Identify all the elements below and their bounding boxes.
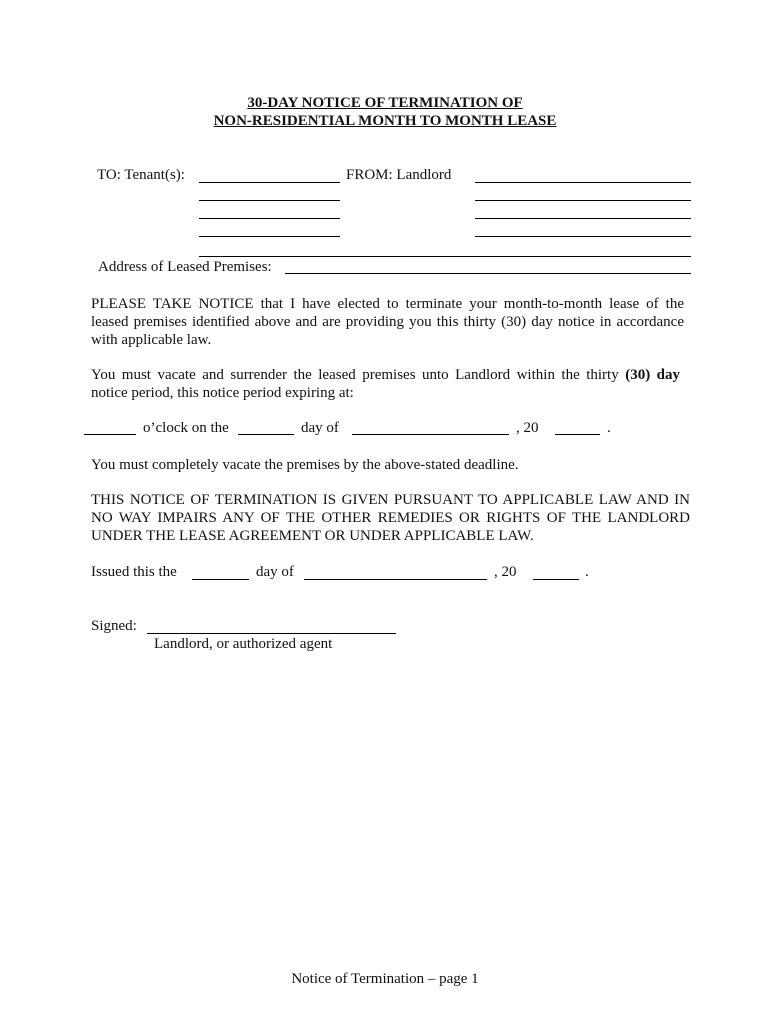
thirty-day-bold: (30) day	[625, 367, 681, 383]
signature-caption: Landlord, or authorized agent	[154, 636, 333, 652]
notice-line-3: with applicable law.	[91, 332, 212, 348]
issued-month-blank[interactable]	[304, 579, 487, 580]
vacate-deadline-text: You must completely vacate the premises by the above-stated deadline.	[91, 457, 519, 473]
landlord-name-line-3[interactable]	[475, 218, 691, 219]
separator-line	[199, 256, 691, 257]
tenant-name-line-4[interactable]	[199, 236, 340, 237]
landlord-name-line-4[interactable]	[475, 236, 691, 237]
issued-year-prefix: , 20	[494, 564, 517, 580]
expiry-period: .	[607, 420, 611, 436]
from-landlord-label: FROM: Landlord	[346, 167, 452, 183]
notice-line-1: PLEASE TAKE NOTICE that I have elected to terminate your month-to-month lease of the	[91, 296, 684, 312]
issued-period: .	[585, 564, 589, 580]
landlord-name-line-2[interactable]	[475, 200, 691, 201]
address-field-line[interactable]	[285, 273, 691, 274]
expiry-day-of-label: day of	[301, 420, 339, 436]
pursuant-line-3: UNDER THE LEASE AGREEMENT OR UNDER APPLICABLE LAW.	[91, 528, 534, 544]
address-label: Address of Leased Premises:	[98, 259, 272, 275]
pursuant-line-2: NO WAY IMPAIRS ANY OF THE OTHER REMEDIES OR RIGHTS OF THE LANDLORD	[91, 510, 690, 526]
notice-line-2: leased premises identified above and are providing you this thirty (30) day notice in accordance	[91, 314, 684, 330]
expiry-day-blank[interactable]	[238, 434, 294, 435]
pursuant-paragraph	[91, 491, 690, 545]
hour-blank[interactable]	[84, 434, 136, 435]
vacate-surrender-paragraph	[91, 366, 680, 402]
tenant-name-line-3[interactable]	[199, 218, 340, 219]
issued-day-of-label: day of	[256, 564, 294, 580]
vacate-line-1	[91, 366, 680, 384]
page-footer: Notice of Termination – page 1	[291, 971, 479, 987]
signature-line[interactable]	[147, 633, 396, 634]
to-tenants-label: TO: Tenant(s):	[97, 167, 185, 183]
pursuant-line-1: THIS NOTICE OF TERMINATION IS GIVEN PURSUANT TO APPLICABLE LAW AND IN	[91, 492, 690, 508]
expiry-month-blank[interactable]	[352, 434, 509, 435]
document-title-line2: NON-RESIDENTIAL MONTH TO MONTH LEASE	[213, 113, 557, 129]
vacate-line-2: notice period, this notice period expiring at:	[91, 385, 354, 401]
tenant-name-line-1[interactable]	[199, 182, 340, 183]
issued-year-blank[interactable]	[533, 579, 579, 580]
notice-paragraph	[91, 295, 684, 349]
issued-day-blank[interactable]	[192, 579, 249, 580]
landlord-name-line-1[interactable]	[475, 182, 691, 183]
issued-label: Issued this the	[91, 564, 177, 580]
expiry-year-blank[interactable]	[555, 434, 600, 435]
document-title-line1: 30-DAY NOTICE OF TERMINATION OF	[247, 95, 523, 111]
expiry-year-prefix: , 20	[516, 420, 539, 436]
signed-label: Signed:	[91, 618, 137, 634]
oclock-label: o’clock on the	[143, 420, 229, 436]
tenant-name-line-2[interactable]	[199, 200, 340, 201]
vacate-line-1-text: You must vacate and surrender the leased premises unto Landlord within the thirty	[91, 367, 619, 383]
